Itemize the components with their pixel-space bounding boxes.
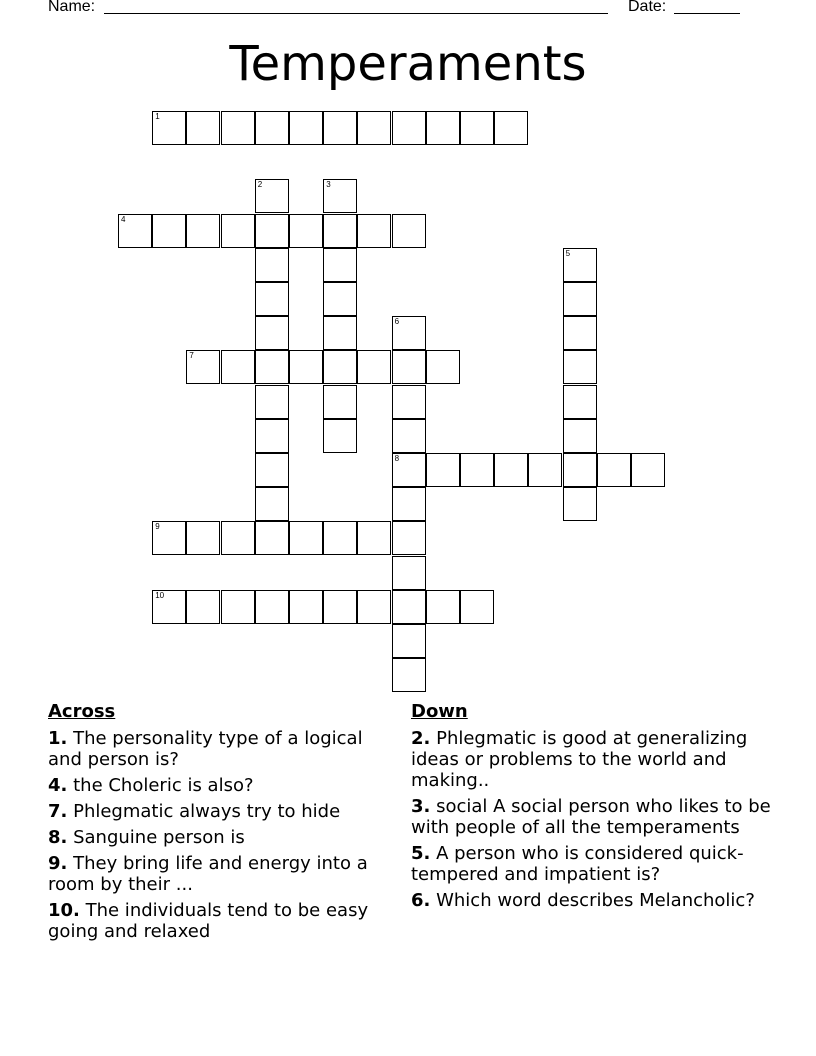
grid-cell[interactable] <box>392 111 426 145</box>
grid-cell[interactable] <box>392 624 426 658</box>
grid-cell[interactable] <box>255 179 289 213</box>
grid-cell[interactable] <box>323 111 357 145</box>
grid-cell[interactable] <box>255 487 289 521</box>
grid-cell[interactable] <box>152 111 186 145</box>
grid-cell[interactable] <box>289 521 323 555</box>
clue-number: 2. <box>411 728 431 749</box>
clue-number: 6. <box>411 890 431 911</box>
grid-cell[interactable] <box>392 487 426 521</box>
cell-number: 6 <box>394 317 400 327</box>
grid-cell[interactable] <box>392 556 426 590</box>
grid-cell[interactable] <box>528 453 562 487</box>
across-heading: Across <box>48 701 116 722</box>
grid-cell[interactable] <box>186 111 220 145</box>
grid-cell[interactable] <box>221 214 255 248</box>
grid-cell[interactable] <box>392 385 426 419</box>
clue-text: A person who is considered quick-tempered and impatient is? <box>411 843 744 885</box>
grid-cell[interactable] <box>221 111 255 145</box>
puzzle-title: Temperaments <box>229 36 587 92</box>
grid-cell[interactable] <box>392 453 426 487</box>
across-clues <box>48 700 398 947</box>
clue-number: 3. <box>411 796 431 817</box>
grid-cell[interactable] <box>460 453 494 487</box>
clue-number: 8. <box>48 827 68 848</box>
grid-cell[interactable] <box>323 214 357 248</box>
grid-cell[interactable] <box>392 214 426 248</box>
grid-cell[interactable] <box>392 590 426 624</box>
clue-text: Sanguine person is <box>67 827 245 848</box>
grid-cell[interactable] <box>186 590 220 624</box>
grid-cell[interactable] <box>221 350 255 384</box>
grid-cell[interactable] <box>255 282 289 316</box>
grid-cell[interactable] <box>597 453 631 487</box>
grid-cell[interactable] <box>563 385 597 419</box>
grid-cell[interactable] <box>255 521 289 555</box>
down-clue <box>411 843 771 885</box>
grid-cell[interactable] <box>460 111 494 145</box>
grid-cell[interactable] <box>255 419 289 453</box>
cell-number: 7 <box>189 351 194 361</box>
clue-number: 5. <box>411 843 431 864</box>
clue-number: 9. <box>48 853 68 874</box>
down-clue <box>411 728 771 791</box>
across-clue <box>48 853 398 895</box>
clue-number: 7. <box>48 801 68 822</box>
grid-cell[interactable] <box>563 316 597 350</box>
grid-cell[interactable] <box>289 350 323 384</box>
grid-cell[interactable] <box>392 521 426 555</box>
grid-cell[interactable] <box>426 111 460 145</box>
grid-cell[interactable] <box>255 385 289 419</box>
grid-cell[interactable] <box>563 248 597 282</box>
clue-text: Phlegmatic is good at generalizing ideas or problems to the world and making.. <box>411 728 748 791</box>
across-clue-list <box>48 728 398 942</box>
grid-cell[interactable] <box>152 214 186 248</box>
cell-number: 10 <box>155 590 165 600</box>
grid-cell[interactable] <box>323 590 357 624</box>
clue-text: Which word describes Melancholic? <box>430 890 755 911</box>
grid-cell[interactable] <box>255 350 289 384</box>
grid-cell[interactable] <box>255 590 289 624</box>
clue-text: The individuals tend to be easy going and relaxed <box>48 900 369 942</box>
grid-cell[interactable] <box>289 590 323 624</box>
cell-number: 8 <box>394 454 400 463</box>
grid-cell[interactable] <box>323 316 357 350</box>
down-clue <box>411 890 771 911</box>
date-label: Date: <box>628 0 667 15</box>
down-clue <box>411 796 771 838</box>
grid-cell[interactable] <box>357 350 391 384</box>
cell-number: 5 <box>565 248 571 258</box>
clue-text: They bring life and energy into a room by their ... <box>48 853 368 895</box>
down-clues <box>411 700 771 916</box>
grid-cell[interactable] <box>255 316 289 350</box>
across-clue <box>48 775 398 796</box>
grid-cell[interactable] <box>392 658 426 692</box>
grid-cell[interactable] <box>323 521 357 555</box>
grid-cell[interactable] <box>426 453 460 487</box>
grid-cell[interactable] <box>255 248 289 282</box>
cell-number: 1 <box>155 112 160 121</box>
grid-cell[interactable] <box>289 111 323 145</box>
name-label: Name: <box>48 0 96 15</box>
down-heading: Down <box>411 701 468 722</box>
grid-cell[interactable] <box>426 350 460 384</box>
grid-cell[interactable] <box>255 111 289 145</box>
grid-cell[interactable] <box>357 111 391 145</box>
across-clue <box>48 728 398 770</box>
grid-cell[interactable] <box>392 316 426 350</box>
grid-cell[interactable] <box>392 419 426 453</box>
grid-cell[interactable] <box>186 214 220 248</box>
grid-cell[interactable] <box>323 282 357 316</box>
grid-cell[interactable] <box>494 111 528 145</box>
grid-cell[interactable] <box>357 590 391 624</box>
grid-cell[interactable] <box>152 590 186 624</box>
grid-cell[interactable] <box>426 590 460 624</box>
across-clue <box>48 827 398 848</box>
grid-cell[interactable] <box>323 179 357 213</box>
grid-cell[interactable] <box>323 385 357 419</box>
grid-cell[interactable] <box>563 487 597 521</box>
grid-cell[interactable] <box>323 419 357 453</box>
grid-cell[interactable] <box>255 214 289 248</box>
clue-number: 10. <box>48 900 80 921</box>
down-clue-list <box>411 728 771 911</box>
grid-cell[interactable] <box>392 350 426 384</box>
across-clue <box>48 900 398 942</box>
grid-cell[interactable] <box>152 521 186 555</box>
grid-cell[interactable] <box>323 350 357 384</box>
grid-cell[interactable] <box>118 214 152 248</box>
grid-cell[interactable] <box>186 350 220 384</box>
grid-cell[interactable] <box>494 453 528 487</box>
across-clue <box>48 801 398 822</box>
grid-cell[interactable] <box>460 590 494 624</box>
clue-number: 4. <box>48 775 68 796</box>
cell-number: 4 <box>121 214 126 224</box>
clue-text: social A social person who likes to be with people of all the temperaments <box>411 796 771 838</box>
cell-number: 2 <box>257 180 263 190</box>
grid-cell[interactable] <box>221 521 255 555</box>
grid-cell[interactable] <box>186 521 220 555</box>
grid-cell[interactable] <box>289 214 323 248</box>
grid-cell[interactable] <box>221 590 255 624</box>
clue-text: Phlegmatic always try to hide <box>67 801 341 822</box>
grid-cell[interactable] <box>563 419 597 453</box>
cell-number: 9 <box>155 522 160 532</box>
clue-number: 1. <box>48 728 68 749</box>
grid-cell[interactable] <box>631 453 665 487</box>
grid-cell[interactable] <box>563 350 597 384</box>
grid-cell[interactable] <box>323 248 357 282</box>
grid-cell[interactable] <box>357 521 391 555</box>
clue-text: the Choleric is also? <box>67 775 254 796</box>
grid-cell[interactable] <box>563 282 597 316</box>
grid-cell[interactable] <box>357 214 391 248</box>
grid-cell[interactable] <box>255 453 289 487</box>
clue-text: The personality type of a logical and person is? <box>48 728 363 770</box>
grid-cell[interactable] <box>563 453 597 487</box>
cell-number: 3 <box>326 180 331 190</box>
